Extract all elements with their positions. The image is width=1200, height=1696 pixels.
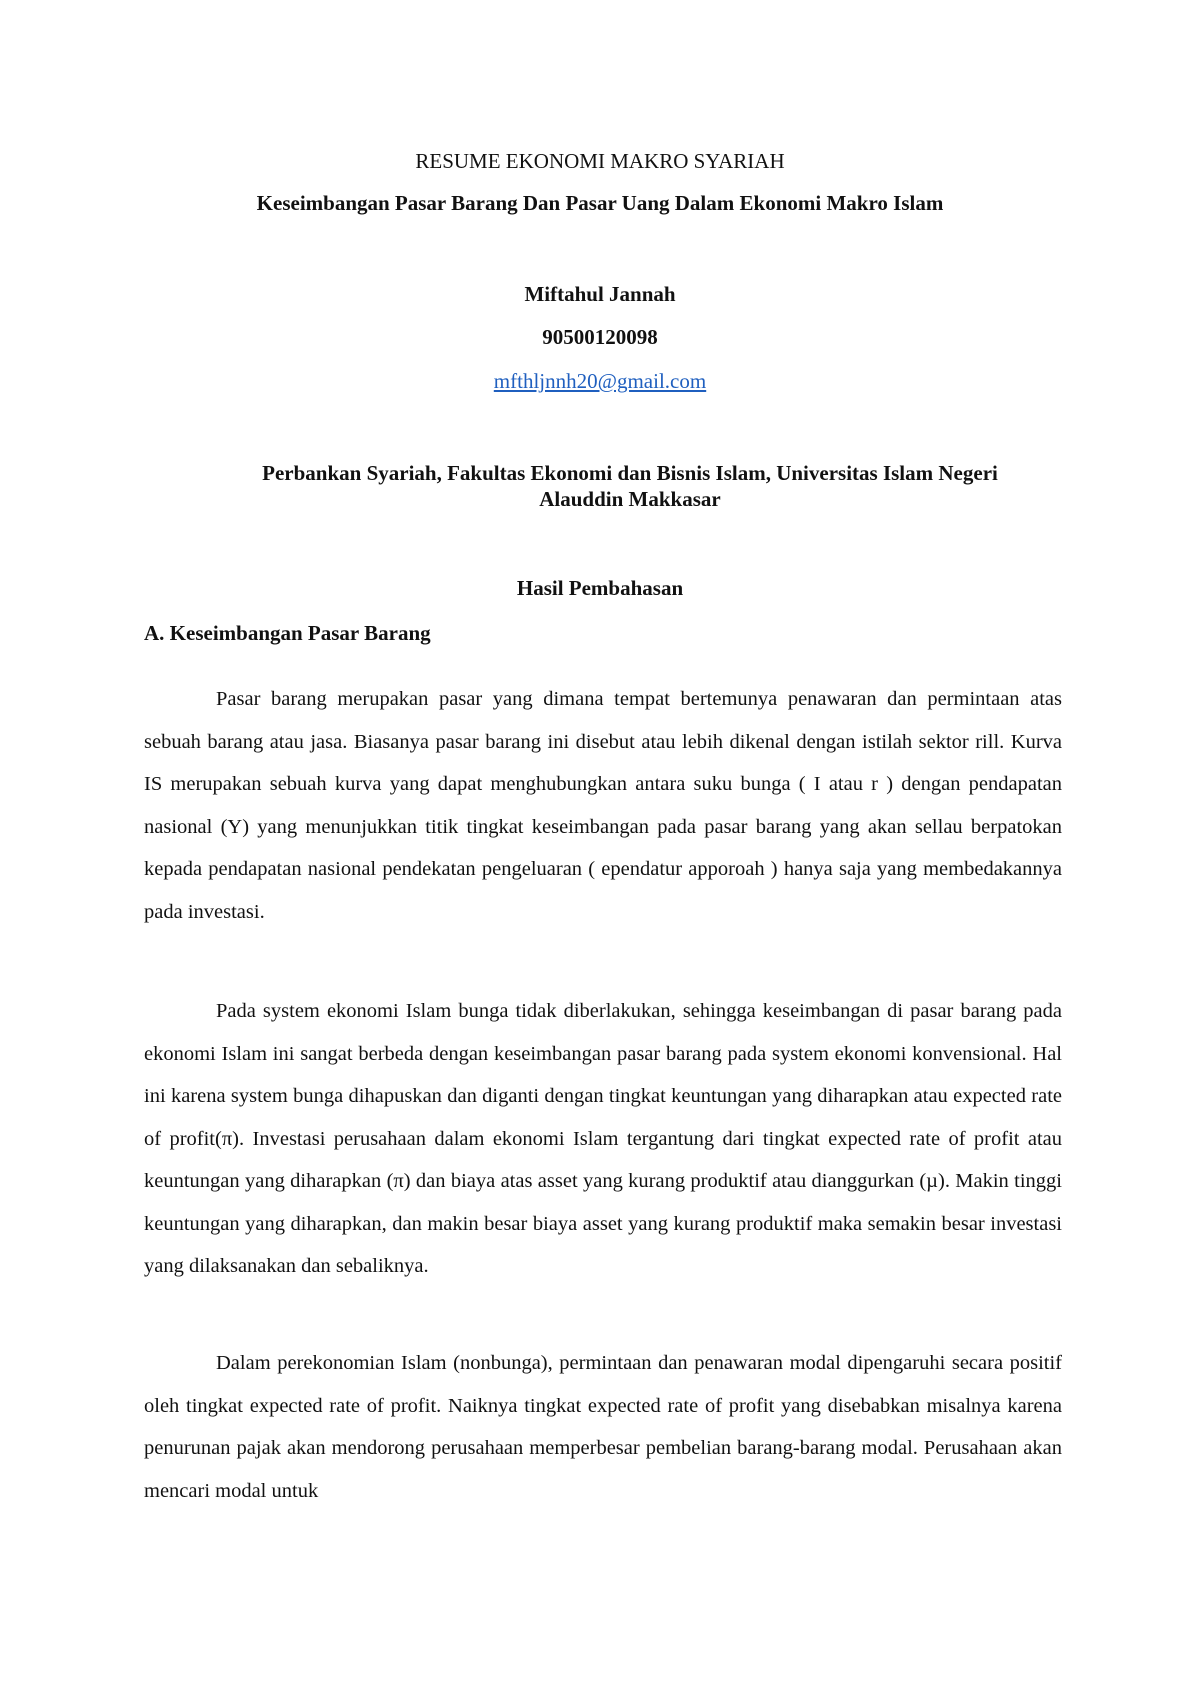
email-line [0,369,1200,393]
paragraph-2: Pada system ekonomi Islam bunga tidak diberlakukan, sehingga keseimbangan di pasar barang pada ekonomi Islam ini sangat berbeda dengan keseimbangan pasar barang pada system ekonomi konvensional. Hal ini karena system bunga dihapuskan dan diganti dengan tingkat keuntungan yang diharapkan atau expected rate of profit(π). Investasi perusahaan dalam ekonomi Islam tergantung dari tingkat expected rate of profit atau keuntungan yang diharapkan (π) dan biaya atas asset yang kurang produktif atau dianggurkan (µ). Makin tinggi keuntungan yang diharapkan, dan makin besar biaya asset yang kurang produktif maka semakin besar investasi yang dilaksanakan dan sebaliknya. [144,1000,1062,1277]
section-heading-hasil: Hasil Pembahasan [516,576,684,600]
email-link[interactable]: mfthljnnh20@gmail.com [493,369,707,393]
paragraph-1: Pasar barang merupakan pasar yang dimana tempat bertemunya penawaran dan permintaan atas sebuah barang atau jasa. Biasanya pasar barang ini disebut atau lebih dikenal dengan istilah sektor rill. Kurva IS merupakan sebuah kurva yang dapat menghubungkan antara suku bunga ( I atau r ) dengan pendapatan nasional (Y) yang menunjukkan titik tingkat keseimbangan pada pasar barang yang akan sellau berpatokan kepada pendapatan nasional pendekatan pengeluaran ( ependatur apporoah ) hanya saja yang membedakannya pada investasi. [144,688,1062,923]
document-subtitle: Keseimbangan Pasar Barang Dan Pasar Uang Dalam Ekonomi Makro Islam [256,191,944,215]
student-id: 90500120098 [542,325,658,349]
section-a-title: A. Keseimbangan Pasar Barang [144,621,431,645]
author-name: Miftahul Jannah [524,282,676,306]
paragraph-3: Dalam perekonomian Islam (nonbunga), permintaan dan penawaran modal dipengaruhi secara positif oleh tingkat expected rate of profit. Naiknya tingkat expected rate of profit yang disebabkan misalnya karena penurunan pajak akan mendorong perusahaan memperbesar pembelian barang-barang modal. Perusahaan akan mencari modal untuk [144,1352,1062,1502]
document-title: RESUME EKONOMI MAKRO SYARIAH [415,149,785,173]
affiliation: Perbankan Syariah, Fakultas Ekonomi dan Bisnis Islam, Universitas Islam Negeri Alauddin Makkasar [262,461,998,511]
